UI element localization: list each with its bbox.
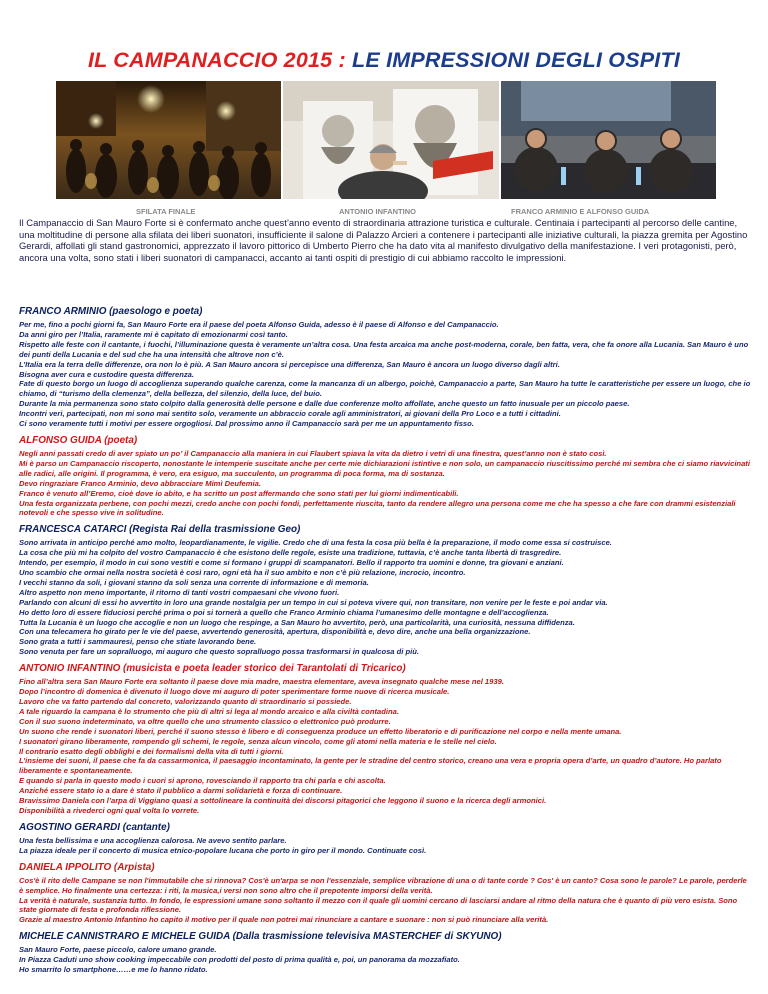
section-line: Negli anni passati credo di aver spiato un po’ il Campanaccio alla maniera in cui Flaubert spiava la vita da dietro i vetri di una finestra, quest’anno non è stato così. [19,448,607,458]
section-line: Fate di questo borgo un luogo di accoglienza superando qualche carenza, come la mancanza di un albergo, poichè, Campanaccio a parte, San Mauro ha tutte le caratteristiche per essere un luogo, che io chiamo, di “turismo della clemenza”, della bellezza, del silenzio, della luce, del buio. [19,379,751,399]
section-line: Bisogna aver cura e custodire questa differenza. [19,369,194,379]
section-body [19,538,751,657]
section-line: L’Italia era la terra delle differenze, ora non lo è più. A San Mauro ancora si percepisce una differenza, San Mauro è ancora un luogo diverso dagli altri. [19,359,560,369]
section-line: Sono arrivata in anticipo perché amo molto, leopardianamente, le vigilie. Credo che di una festa la cosa più bella è la preparazione, il modo come essa si costruisce. [19,538,612,548]
section-line: Dopo l’incontro di domenica è divenuto il luogo dove mi auguro di poter sperimentare forme nuove di ricerca musicale. [19,687,450,697]
section-line: Mi è parso un Campanaccio riscoperto, nonostante le intemperie suscitate anche per certe mie dichiarazioni istintive e non solo, un campanaccio riuscitissimo perché mi sembra che ci siamo riavvicinati alle radici, alle origini. Il programma, è vero, era esiguo, ma succulento, un programma di poca forma, ma di sostanza. [19,458,750,478]
section-line: Devo ringraziare Franco Arminio, devo abbracciare Mimì Deufemia. [19,478,261,488]
photo-caption: SFILATA FINALE [136,207,196,216]
section-line: San Mauro Forte, paese piccolo, calore umano grande. [19,945,217,955]
testimonial-section [19,435,751,518]
section-line: La piazza ideale per il concerto di musica etnico-popolare lucana che porto in giro per il mondo. Continuate così. [19,845,427,855]
section-title: ANTONIO INFANTINO (musicista e poeta leader storico dei Tarantolati di Tricarico) [19,663,406,675]
section-title: ALFONSO GUIDA (poeta) [19,434,138,446]
section-line: Per me, fino a pochi giorni fa, San Mauro Forte era il paese del poeta Alfonso Guida, adesso è il paese di Alfonso e del Campanaccio. [19,320,499,329]
section-line: In Piazza Caduti uno show cooking impeccabile con prodotti del posto di prima qualità e, poi, un panorama da mozzafiato. [19,955,460,965]
section-line: Anziché essere stato io a dare è stato il pubblico a darmi solidarietà e forza di continuare. [19,786,343,796]
section-line: Disponibilità a rivederci ogni qual volta lo vorrete. [19,805,200,815]
section-line: Intendo, per esempio, il modo in cui sono vestiti e come si formano i gruppi di scampanatori. Bello il rapporto tra uomini e donne, tra giovani e anziani. [19,558,564,568]
section-line: Uno scambio che ormai nella nostra società è così raro, ogni età ha il suo ambito e non c’è più relazione, incrocio, incontro. [19,568,466,578]
title-part-red: IL CAMPANACCIO 2015 : [87,48,346,72]
section-line: Bravissimo Daniela con l’arpa di Viggiano quasi a sottolineare la continuità dei discorsi pitagorici che leggono il suono e la ricerca degli armonici. [19,796,547,806]
section-title: FRANCO ARMINIO (paesologo e poeta) [19,306,203,317]
photo-antonio-infantino [283,81,499,199]
testimonials [19,306,751,981]
section-line: La cosa che più mi ha colpito del vostro Campanaccio è che esistono delle regole, esiste una tradizione, tuttavia, c’è anche tanta libertà di trasgredire. [19,548,562,558]
section-line: Parlando con alcuni di essi ho avvertito in loro una grande nostalgia per un tempo in cui si poteva vivere qui, non transitare, non venire per le feste e poi andar via. [19,597,608,607]
section-line: Ho detto loro di essere fiduciosi perché prima o poi si tornerà a quello che Franco Arminio chiama l’umanesimo delle montagne e dell’accoglienza. [19,607,549,617]
section-line: Una festa bellissima e una accoglienza calorosa. Ne avevo sentito parlare. [19,835,287,845]
section-line: I vecchi stanno da soli, i giovani stanno da soli senza una corrente di informazione e di memoria. [19,577,369,587]
section-body [19,876,751,926]
section-line: Il contrario esatto degli obblighi e dei formalismi della vita di tutti i giorni. [19,746,284,756]
page-title [0,0,768,74]
section-body [19,320,751,429]
section-body [19,836,751,856]
section-line: Fino all’altra sera San Mauro Forte era soltanto il paese dove mia madre, maestra elementare, aveva insegnato qualche mese nel 1939. [19,677,504,687]
title-part-blue: LE IMPRESSIONI DEGLI OSPITI [352,48,680,72]
section-line: Da anni giro per l’Italia, raramente mi è capitato di emozionarmi così tanto. [19,329,288,339]
section-line: Cos'è il rito delle Campane se non l'immutabile che si rinnova? Cos'è un'arpa se non l'essenziale, semplice vibrazione di una o di tante corde ? Cos' è un canto? Cosa sono le parole? Le parole, perderle è semplice. Ho finalmente una certezza: i riti, la musica,i versi non sono altro che il prepotente imporsi della verità. [19,875,747,895]
section-line: La verità è naturale, sustanzia tutto. In fondo, le espressioni umane sono soltanto il mezzo con il quale gli uomini cercano di lasciarsi andare al ritmo della natura che è quanto di più vero esista. Sono state giornate di festa e profonda riflessione. [19,895,738,915]
section-line: Una festa organizzata perbene, con pochi mezzi, credo anche con pochi fondi, perfettamente riuscita, tanto da rendere allegro una persona come me che ha spesso a che fare con drammi esistenziali notevoli e che spesso vive in solitudine. [19,498,736,518]
section-line: I suonatori girano liberamente, rompendo gli schemi, le regole, senza alcun vincolo, come gli atomi nella materia e le stelle nel cielo. [19,736,497,746]
section-body [19,449,751,518]
section-line: Incontri veri, partecipati, non mi sono mai sentito solo, veramente un abbraccio corale agli amministratori, ai giovani della Pro Loco e a tutti i cittadini. [19,409,561,419]
section-line: Tutta la Lucania è un luogo che accoglie e non un luogo che respinge, a San Mauro ho avvertito, però, una particolarità, una curiosità, nessuna diffidenza. [19,617,575,627]
section-line: Grazie al maestro Antonio Infantino ho capito il motivo per il quale non potrei mai rinunciare a cantare e suonare : non si può rinunciare alla verità. [19,915,549,925]
section-line: Lavoro che va fatto partendo dal concreto, valorizzando quanto di straordinario si possiede. [19,697,352,706]
intro-paragraph: Il Campanaccio di San Mauro Forte si è confermato anche quest’anno evento di straordinaria attrazione turistica e culturale. Centinaia i partecipanti al percorso delle cantine, una moltitudine di persone alla sfilata dei liberi suonatori, insufficiente il salone di Palazzo Arcieri a contenere i partecipanti alle iniziative culturali, la piazza gremita per Agostino Gerardi, affollati gli stand gastronomici, apprezzato il lavoro pittorico di Umberto Pierro che ha dato vita al manifesto divulgativo della manifestazione. I veri protagonisti, però, ancora una volta, sono stati i liberi suonatori di campanacci, accanto ai tanti ospiti di prestigio di cui abbiamo raccolto le impressioni. [19,217,748,263]
section-line: Rispetto alle feste con il cantante, i fuochi, l’illuminazione questa è veramente un’altra cosa. Una festa arcaica ma anche post-moderna, corale, ben fatta, vera, che fa onore alla Lucania. San Mauro è uno dei punti della Lucania e del sud che ha una intensità che altrove non c’è. [19,339,749,359]
section-line: E quando si parla in questo modo i cuori si aprono, rovesciando il rapporto tra chi parla e chi ascolta. [19,776,386,786]
section-line: Franco è venuto all’Eremo, cioè dove io abito, e ha scritto un post affermando che sono stati per lui giorni indimenticabili. [19,488,459,498]
testimonial-section [19,931,751,975]
photo-caption: ANTONIO INFANTINO [339,207,416,216]
testimonial-section [19,862,751,926]
section-line: Sono venuta per fare un sopralluogo, mi auguro che questo sopralluogo possa trasformarsi in qualcosa di più. [19,647,419,657]
section-line: L’insieme dei suoni, il paese che fa da cassarmonica, il paesaggio incontaminato, la gente per le stradine del centro storico, creano una vera e propria opera d’arte, un quadro d’autore. Ho parlato liberamente e spontaneamente. [19,756,722,776]
section-body [19,677,751,816]
section-line: Ho smarrito lo smartphone……e me lo hanno ridato. [19,965,208,975]
section-title: MICHELE CANNISTRARO E MICHELE GUIDA (Dalla trasmissione televisiva MASTERCHEF di SKYUNO) [19,931,502,943]
section-line: Durante la mia permanenza sono stato colpito dalla generosità delle persone e dalle due conferenze molto affollate, anche questo un fatto inusuale per un piccolo paese. [19,399,630,409]
section-line: A tale riguardo la campana è lo strumento che più di altri si lega al mondo arcaico e alla civiltà contadina. [19,706,399,716]
section-line: Sono grata a tutti i sammauresi, penso che stiate lavorando bene. [19,637,257,647]
section-title: AGOSTINO GERARDI (cantante) [19,821,170,833]
testimonial-section [19,306,751,429]
photo-sfilata-finale [56,81,281,199]
section-line: Un suono che rende i suonatori liberi, perché il suono stesso è libero e di conseguenza produce un effetto liberatorio e di purificazione nel corpo e nella mente umana. [19,726,622,736]
testimonial-section [19,663,751,816]
testimonial-section [19,822,751,856]
photo-caption: FRANCO ARMINIO E ALFONSO GUIDA [511,207,650,216]
section-line: Con una telecamera ho girato per le vie del paese, avvertendo generosità, apertura, disponibilità e, devo dire, anche una bella organizzazione. [19,627,531,637]
testimonial-section [19,524,751,657]
photo-arminio-guida [501,81,716,199]
section-title: DANIELA IPPOLITO (Arpista) [19,861,155,873]
section-body [19,945,751,975]
photo-strip [56,81,716,216]
section-line: Con il suo suono indeterminato, va oltre quello che uno strumento classico o elettronico può produrre. [19,716,391,726]
section-line: Ci sono veramente tutti i motivi per essere orgogliosi. Dal prossimo anno il Campanaccio sarà per me un appuntamento fisso. [19,419,474,429]
section-title: FRANCESCA CATARCI (Regista Rai della trasmissione Geo) [19,524,301,536]
section-line: Altro aspetto non meno importante, il ritorno di tanti vostri compaesani che vivono fuori. [19,587,340,597]
